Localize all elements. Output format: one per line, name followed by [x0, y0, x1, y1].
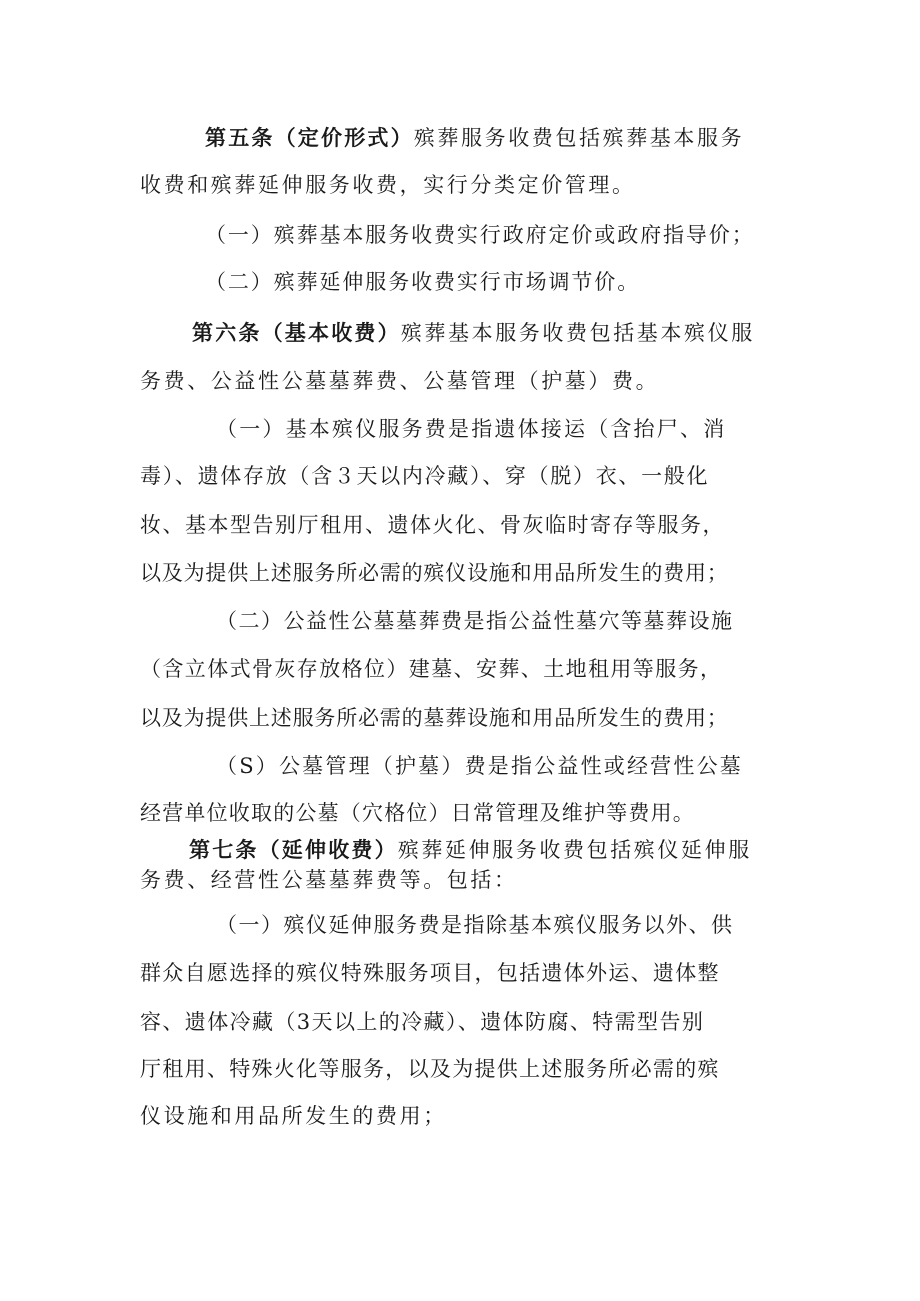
article-5-item-2: （二）殡葬延伸服务收费实行市场调节价。	[205, 270, 641, 294]
article-5-text: 殡葬服务收费包括殡葬基本服务	[413, 126, 745, 150]
article-6-item-3-line-2: 经营单位收取的公墓（穴格位）日常管理及维护等费用。	[140, 801, 695, 825]
article-5-line-1	[205, 123, 750, 153]
article-7-item-1-line-2: 群众自愿选择的殡仪特殊服务项目，包括遗体外运、遗体整	[140, 961, 720, 985]
article-6-text: 殡葬基本服务收费包括基本殡仪服	[400, 321, 755, 345]
article-6-item-2-line-2: （含立体式骨灰存放格位）建墓、安葬、土地租用等服务，	[140, 657, 723, 681]
article-6-item-1-line-3: 妆、基本型告别厅租用、遗体火化、骨灰临时寄存等服务，	[140, 513, 725, 537]
article-6-heading: 第六条（基本收费）	[192, 321, 401, 345]
article-7-item-1-line-4: 厅租用、特殊火化等服务，以及为提供上述服务所必需的殡	[140, 1057, 720, 1081]
article-7-text: 殡葬延伸服务收费包括殡仪延伸服	[397, 838, 752, 862]
article-7-heading: 第七条（延伸收费）	[189, 838, 398, 862]
article-6-item-1-line-4: 以及为提供上述服务所必需的殡仪设施和用品所发生的费用；	[140, 561, 729, 585]
article-6-item-3-line-1: （S）公墓管理（护墓）费是指公益性或经营性公墓	[216, 754, 743, 778]
article-7-item-1-line-5: 仪设施和用品所发生的费用；	[140, 1104, 447, 1128]
article-5-heading: 第五条（定价形式）	[205, 126, 414, 150]
article-5-item-1: （一）殡葬基本服务收费实行政府定价或政府指导价；	[205, 223, 755, 247]
article-6-item-2-line-1: （二）公益性公墓墓葬费是指公益性墓穴等墓葬设施	[216, 609, 734, 633]
article-7-item-1-line-1: （一）殡仪延伸服务费是指除基本殡仪服务以外、供	[216, 913, 734, 937]
article-5-line-2: 收费和殡葬延伸服务收费，实行分类定价管理。	[140, 173, 636, 197]
article-7-item-1-line-3: 容、遗体冷藏（3天以上的冷藏）、遗体防腐、特需型告别	[140, 1010, 705, 1034]
article-6-line-2: 务费、公益性公墓墓葬费、公墓管理（护墓）费。	[140, 369, 660, 393]
article-7-line-1	[189, 835, 754, 865]
article-6-item-1-line-2: 毒）、遗体存放（含３天以内冷藏）、穿（脱）衣、一般化	[140, 464, 710, 488]
article-6-item-2-line-3: 以及为提供上述服务所必需的墓葬设施和用品所发生的费用；	[140, 706, 729, 730]
article-6-item-1-line-1: （一）基本殡仪服务费是指遗体接运（含抬尸、消	[216, 417, 727, 441]
article-7-line-2: 务费、经营性公墓墓葬费等。包括：	[140, 868, 518, 892]
article-6-line-1	[192, 318, 755, 348]
